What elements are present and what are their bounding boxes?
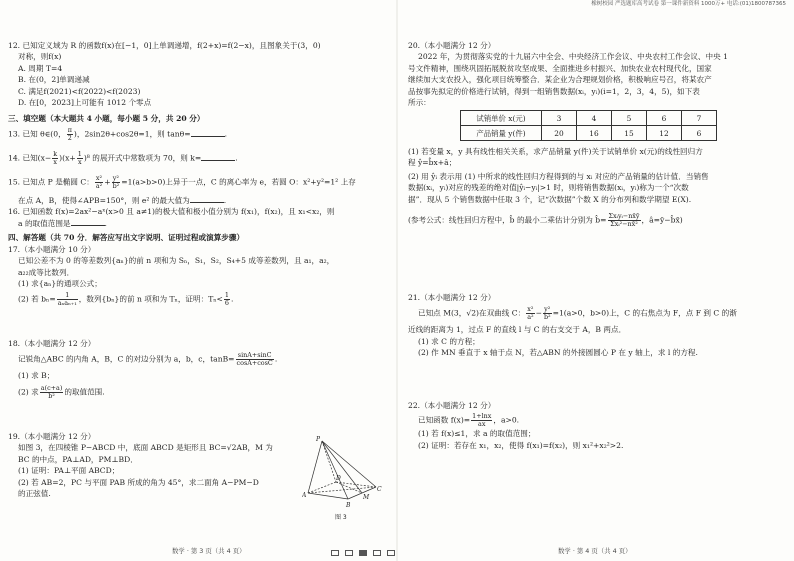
point-label-b: B: [346, 502, 351, 509]
section-3-heading: 三、填空题（本大题共 4 小题，每小题 5 分，共 20 分）: [8, 114, 205, 123]
q17-fraction-bound: $\frac{1}{6}$: [224, 290, 229, 307]
table-cell: 20: [542, 126, 577, 141]
q18-title: 18.（本小题满分 12 分）: [8, 339, 96, 348]
table-cell: 12: [647, 126, 682, 141]
figure-caption: 图 3: [335, 514, 347, 521]
point-label-a: A: [302, 492, 307, 499]
point-label-d: D: [336, 475, 341, 482]
q15-fraction-x: $\frac{\text{x²}}{\text{a²}}$: [95, 174, 103, 190]
q19-title: 19.（本小题满分 12 分）: [8, 432, 96, 441]
scan-marks: [331, 550, 396, 556]
q17-fraction-bn: $\frac{1}{\text{aₙaₙ₊₁}}$: [57, 290, 77, 307]
question-17: 17.（本小题满分 10 分） 已知公差不为 0 的等差数列{aₙ}的前 n 项和为 Sₙ，S₁，S₂，S₄+5 成等差数列，且 a₁，a₂， a₂₂成等比数列． (1) 求{aₙ}的通项公式； (2) 若 bₙ= $\frac{1}{\text{aₙaₙ₊₁}}$ ，数列{bₙ}的前 n 项和为 Tₙ，证明：Tₙ< $\frac{1}{6}$ .: [8, 245, 335, 307]
q13-answer-blank[interactable]: [191, 128, 225, 137]
q13-text-b: )，2sin2θ+cos2θ=1，则 tanθ=: [73, 129, 191, 139]
question-16: 16. 已知函数 f(x)=2ax²−aˣ(x>0 且 a≠1)的极大值和极小值分别为 f(x₁)，f(x₂)，且 x₁<x₂，则 a 的取值范围是 .: [8, 207, 335, 229]
question-12: [8, 40, 321, 108]
question-18: 18.（本小题满分 12 分） 记锐角△ABC 的内角 A，B，C 的对边分别为 a，b，c，tanB= $\frac{\sin A+\sin C}{\cos A+\cos C}$ . (1) 求 B； (2) 求 $\frac{a(c+a)}{\text{b²}}$ 的取值范围.: [8, 339, 278, 400]
table-row-price: [461, 111, 717, 126]
q20-regression-formula: $\frac{\text{Σxᵢyᵢ−nx̄ȳ}}{\text{Σxᵢ²−nx̄²}}$: [608, 212, 640, 229]
question-19: 19.（本小题满分 12 分） 如图 3，在四棱锥 P−ABCD 中，底面 ABCD 是矩形且 BC=√2AB，M 为 BC 的中点，PA⊥AD，PM⊥BD． (1) 证明：PA⊥平面 ABCD； (2) 若 AB=2，PC 与平面 PAB 所成的角为 45°，求二面角 A−PM−D 的正弦值.: [8, 432, 273, 499]
watermark-header: 橡树校园 严选题库高考试卷 第一课件新资料 1000万+ 电话:(01)1800787365: [591, 1, 786, 7]
question-21: 21.（本小题满分 12 分） 已知点 M(3，√2)在双曲线 C： $\frac{\text{x²}}{\text{a²}}$ − $\frac{\text{y²}}{\text{b²}}$ =1(a>0，b>0)上，C 的右焦点为 F，点 F 到 C 的渐 近线的距离为 1，过点 F 的直线 l 与 C 的右支交于 A，B 两点． (1) 求 C 的方程； (2) 作 MN 垂直于 x 轴于点 N，若△ABN 的外接圆圆心 P 在 y 轴上，求 l 的方程.: [408, 293, 737, 358]
table-header-price: 试销单价 x(元): [461, 111, 542, 126]
q14-answer-blank[interactable]: [201, 152, 235, 161]
table-header-sales: 产品销量 y(件): [461, 126, 542, 141]
pyramid-figure: [302, 435, 384, 511]
q12-stem: 12. 已知定义域为 R 的函数f(x)在[−1，0]上单调递增，f(2+x)=f(2−x)，且图象关于(3，0): [8, 41, 321, 50]
q20-title: 20.（本小题满分 12 分）: [408, 41, 496, 50]
q22-title: 22.（本小题满分 12 分）: [408, 401, 496, 410]
q17-title: 17.（本小题满分 10 分）: [8, 245, 96, 254]
q15-fraction-y: $\frac{\text{y²}}{\text{b²}}$: [112, 174, 120, 190]
sales-data-table: [460, 110, 717, 141]
scan-mark-icon: [387, 550, 395, 556]
question-20-parts: (1) 若变量 x，y 具有线性相关关系，求产品销量 y(件)关于试销单价 x(元)的线性回归方 程 ŷ=b̂x+â； (2) 用 ŷᵢ 表示用 (1) 中所求的线性回归方程得到的与 xᵢ 对应的产品销量的估计值．当销售 数据(xᵢ，yᵢ)对应的残差的绝对值|ŷᵢ−yᵢ|>1 时，则将销售数据(xᵢ，yᵢ)称为一个“次数 据”．现从 5 个销售数据中任取 3 个，记“次数据”个数 X 的分布列和数学期望 E(X). (参考公式：线性回归方程中，b̂ 的最小二乘估计分别为 b̂= $\frac{\text{Σxᵢyᵢ−nx̄ȳ}}{\text{Σxᵢ²−nx̄²}}$ ，â=ȳ−b̂x̄): [408, 147, 709, 229]
q12-option-b: B. 在(0，2]单调递减: [18, 75, 90, 85]
q21-fraction-y: $\frac{\text{y²}}{\text{b²}}$: [543, 305, 551, 322]
q14-fraction-2: $\frac{1}{x}$: [77, 150, 82, 166]
page-4: [398, 0, 794, 561]
table-cell: 4: [577, 111, 612, 126]
q21-fraction-x: $\frac{\text{x²}}{\text{a²}}$: [527, 305, 534, 322]
point-label-c: C: [377, 486, 382, 493]
footer-page-4: 数学 · 第 4 页（共 4 页）: [558, 547, 632, 555]
table-cell: 3: [542, 111, 577, 126]
question-20: 20.（本小题满分 12 分） 2022 年，为贯彻落实党的十九届六中全会、中央经济工作会议、中央农村工作会议、中央 1 号文件精神，围绕巩固拓展脱贫攻坚成果、全面推进乡村振兴、加快农业农村现代化，国家 继续加大支农投入，强化项目统筹整合．某企业为合理规划价格，积极响应号召，将某农产 品按事先拟定的价格进行试销，得到一组销售数据(xᵢ，yᵢ)(i=1，2，3，4，5)，如下表 所示：: [408, 41, 728, 108]
point-label-p: P: [316, 436, 321, 443]
q12-option-a: A. 周期 T=4: [18, 63, 63, 73]
q12-stem-2: 对称，则f(x): [18, 52, 62, 62]
table-cell: 5: [612, 111, 647, 126]
section-4-heading: 四、解答题（共 70 分．解答应写出文字说明、证明过程或演算步骤）: [8, 233, 245, 242]
table-cell: 16: [577, 126, 612, 141]
q21-title: 21.（本小题满分 12 分）: [408, 293, 496, 302]
table-cell: 15: [612, 126, 647, 141]
question-14: 14. 已知(x− $\frac{k}{x}$ )(x+ $\frac{1}{x}$ )⁸ 的展开式中常数项为 70，则 k= .: [8, 150, 238, 166]
scan-mark-icon: [331, 550, 339, 556]
question-15: 15. 已知点 P 是椭圆 C： $\frac{\text{x²}}{\text{a²}}$ + $\frac{\text{y²}}{\text{b²}}$ =1(a>b>0)上异于一点，C 的离心率为 e，若圆 O：x²+y²=1² 上存 在点 A，B，使得∠APB=150°，则 e² 的最大值为 .: [8, 174, 356, 205]
footer-page-3: 数学 · 第 3 页（共 4 页）: [172, 547, 246, 555]
page-3: [0, 0, 396, 561]
q12-option-d: D. 在[0，2023]上可能有 1012 个零点: [18, 98, 152, 108]
q13-fraction: $\frac{\pi}{2}$: [67, 126, 72, 142]
scan-mark-icon: [373, 550, 381, 556]
table-row-sales: [461, 126, 717, 141]
q12-option-c: C. 满足f(2021)<f(2022)<f(2023): [18, 86, 141, 96]
q14-fraction-1: $\frac{k}{x}$: [53, 150, 58, 166]
q18-fraction-expr: $\frac{a(c+a)}{\text{b²}}$: [40, 383, 63, 400]
q18-fraction-tanb: $\frac{\sin A+\sin C}{\cos A+\cos C}$: [236, 351, 273, 368]
table-cell: 6: [647, 111, 682, 126]
scan-mark-icon: [359, 550, 367, 556]
q16-answer-blank[interactable]: [71, 217, 105, 226]
point-label-m: M: [363, 494, 370, 501]
scan-mark-icon: [345, 550, 353, 556]
q22-fraction-fx: $\frac{1+\ln x}{ax}$: [472, 412, 492, 429]
question-22: 22.（本小题满分 12 分） 已知函数 f(x)= $\frac{1+\ln x}{ax}$ ，a>0. (1) 若 f(x)≤1，求 a 的取值范围； (2) 证明：若存在 x₁，x₂，使得 f(x₁)=f(x₂)，则 x₁²+x₂²>2.: [408, 401, 624, 450]
q15-answer-blank[interactable]: [190, 194, 224, 203]
q13-text-a: 13. 已知 θ∈(0，: [8, 129, 66, 139]
table-cell: 7: [682, 111, 717, 126]
table-cell: 6: [682, 126, 717, 141]
question-13: 13. 已知 θ∈(0， $\frac{\pi}{2}$ )，2sin2θ+cos2θ=1，则 tanθ= .: [8, 126, 228, 142]
